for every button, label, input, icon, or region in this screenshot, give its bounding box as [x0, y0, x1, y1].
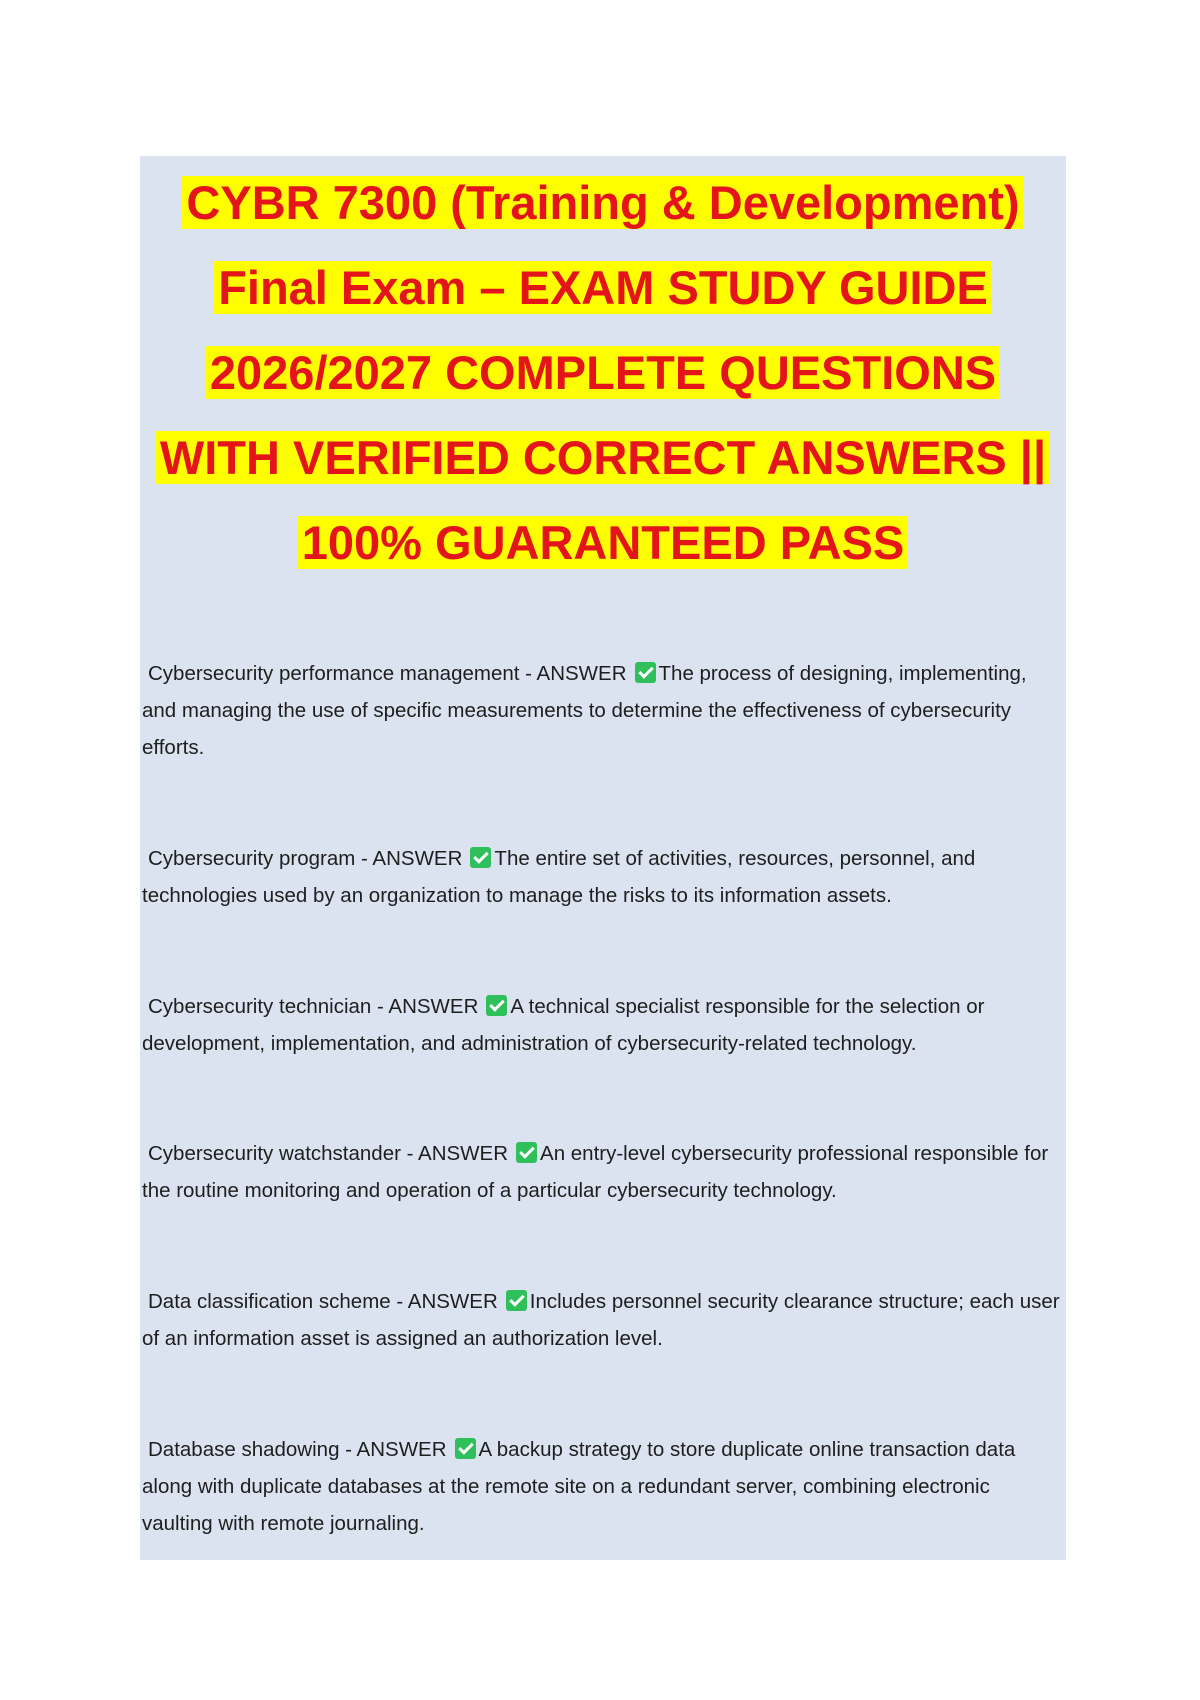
- flashcard-entry: [142, 1135, 1062, 1209]
- title-line: [140, 160, 1066, 245]
- title-line: [140, 330, 1066, 415]
- check-icon: [486, 995, 507, 1016]
- title-line-text: Final Exam – EXAM STUDY GUIDE: [214, 261, 992, 314]
- entry-definition: The process of designing, implementing, and managing the use of specific measurements to determine the effectiveness of cybersecurity efforts.: [142, 662, 1027, 759]
- entry-term: Cybersecurity technician - ANSWER: [148, 995, 479, 1018]
- title-line-text: 100% GUARANTEED PASS: [298, 516, 908, 569]
- entry-term: Database shadowing - ANSWER: [148, 1438, 447, 1461]
- title-line: [140, 245, 1066, 330]
- entry-term: Data classification scheme - ANSWER: [148, 1290, 498, 1313]
- flashcard-entry: [142, 655, 1062, 766]
- flashcard-entry: [142, 1431, 1062, 1542]
- entry-term: Cybersecurity watchstander - ANSWER: [148, 1142, 509, 1165]
- entry-definition: The entire set of activities, resources, personnel, and technologies used by an organization to manage the risks to its information assets.: [142, 847, 976, 907]
- entry-definition: A backup strategy to store duplicate online transaction data along with duplicate databases at the remote site on a redundant server, combining electronic vaulting with remote journaling.: [142, 1438, 1016, 1535]
- title-line: [140, 500, 1066, 585]
- document-title: [140, 160, 1066, 585]
- check-icon: [506, 1290, 527, 1311]
- check-icon: [635, 662, 656, 683]
- entry-definition: Includes personnel security clearance structure; each user of an information asset is assigned an authorization level.: [142, 1290, 1060, 1350]
- flashcard-entry: [142, 840, 1062, 914]
- entry-definition: A technical specialist responsible for the selection or development, implementation, and administration of cybersecurity-related technology.: [142, 995, 985, 1055]
- title-line-text: WITH VERIFIED CORRECT ANSWERS ||: [156, 431, 1050, 484]
- check-icon: [516, 1142, 537, 1163]
- entry-definition: An entry-level cybersecurity professional responsible for the routine monitoring and operation of a particular cybersecurity technology.: [142, 1142, 1049, 1202]
- flashcard-entry: [142, 1283, 1062, 1357]
- check-icon: [455, 1438, 476, 1459]
- check-icon: [470, 847, 491, 868]
- entry-term: Cybersecurity program - ANSWER: [148, 847, 463, 870]
- title-line: [140, 415, 1066, 500]
- title-line-text: 2026/2027 COMPLETE QUESTIONS: [206, 346, 1000, 399]
- flashcard-entry: [142, 988, 1062, 1062]
- entry-term: Cybersecurity performance management - ANSWER: [148, 662, 627, 685]
- title-line-text: CYBR 7300 (Training & Development): [182, 176, 1023, 229]
